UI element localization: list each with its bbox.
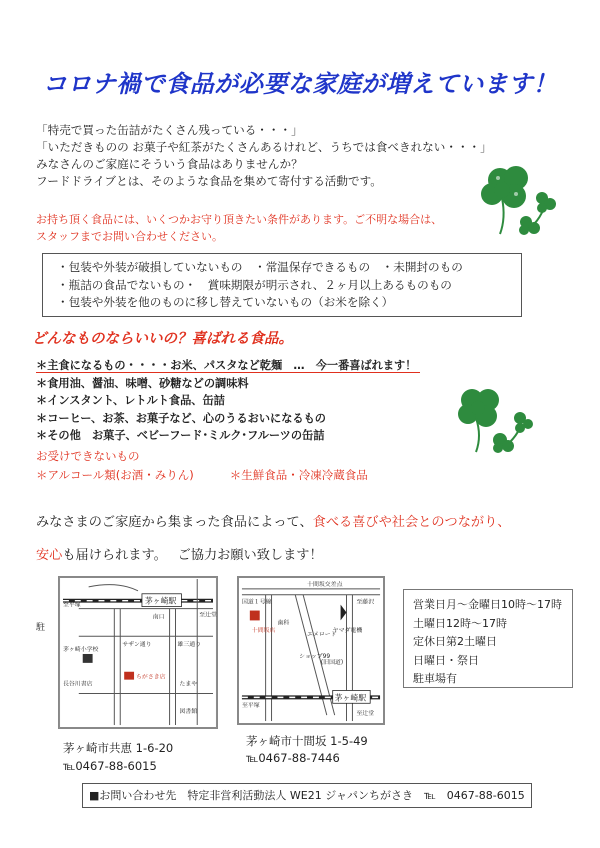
map-label: サザン通り bbox=[122, 642, 152, 649]
hours-line: 日曜日・祭日 bbox=[413, 653, 479, 667]
map-label: 図書館 bbox=[179, 709, 198, 716]
shop-marker-icon bbox=[124, 672, 134, 680]
map-label: エメロード bbox=[307, 632, 337, 639]
page-title: コロナ禍で食品が必要な家庭が増えています！ bbox=[42, 70, 558, 98]
requirement-item: ・瓶詰の食品でないもの・ 賞味期限が明示され、２ヶ月以上あるものもの bbox=[57, 277, 452, 292]
not-accepted-section bbox=[36, 447, 368, 485]
welcome-item: ＊コーヒー、お茶、お菓子など、心のうるおいになるもの bbox=[36, 411, 326, 425]
intro-text bbox=[36, 122, 492, 190]
intro-line: 「いただきものの お菓子や紅茶がたくさんあるけれど、うちでは食べきれない・・・」 bbox=[36, 140, 492, 154]
shop-marker-icon bbox=[250, 611, 260, 621]
map-label: 南口 bbox=[152, 614, 165, 621]
closing-line-2 bbox=[36, 544, 323, 563]
map-label: 至平塚 bbox=[62, 602, 81, 609]
map-label: ちがさき店 bbox=[136, 674, 166, 681]
map-label: 至平塚 bbox=[241, 703, 260, 710]
map-label: 雄三通り bbox=[177, 642, 202, 649]
map-kyoei bbox=[58, 576, 218, 729]
clover-icon bbox=[448, 380, 538, 460]
not-accepted-item: ＊生鮮食品・冷凍冷蔵食品 bbox=[229, 468, 368, 482]
intro-line: 「特売で買った缶詰がたくさん残っている・・・」 bbox=[36, 123, 303, 137]
conditions-line: スタッフまでお問い合わせください。 bbox=[36, 230, 223, 243]
not-accepted-item: ＊アルコール類(お酒・みりん) bbox=[36, 468, 194, 482]
map-label: 長谷川書店 bbox=[62, 681, 93, 688]
map-label: ヤマダ電機 bbox=[332, 628, 363, 635]
requirements-box bbox=[42, 253, 522, 317]
station-label: 茅ヶ崎駅 bbox=[334, 693, 367, 703]
business-hours-box bbox=[403, 589, 573, 688]
closing-text: も届けられます。 ご協力お願い致します！ bbox=[62, 548, 323, 563]
conditions-line: お持ち頂く食品には、いくつかお守り頂きたい条件があります。ご不明な場合は、 bbox=[36, 213, 443, 226]
requirement-item: ・包装や外装を他のものに移し替えていないもの（お米を除く） bbox=[57, 295, 394, 309]
hours-line: 営業日月～金曜日10時～17時 bbox=[413, 598, 562, 611]
hours-line: 土曜日12時～17時 bbox=[413, 616, 507, 630]
closing-line-1 bbox=[36, 511, 510, 530]
map-label: 十間坂交差点 bbox=[307, 581, 343, 588]
map-label: 歯科 bbox=[277, 620, 290, 627]
hours-line: 定休日第2土曜日 bbox=[413, 635, 497, 648]
welcome-item: ＊インスタント、レトルト食品、缶詰 bbox=[36, 394, 225, 407]
hours-line: 駐車場有 bbox=[413, 672, 457, 685]
address-jikkenzaka: 茅ヶ崎市十間坂 1-5-49 bbox=[246, 734, 368, 748]
closing-text: みなさまのご家庭から集まった食品によって、 bbox=[36, 515, 313, 530]
address-kyoei: 茅ヶ崎市共恵 1-6-20 bbox=[63, 741, 174, 755]
school-icon bbox=[83, 654, 93, 663]
not-accepted-heading: お受けできないもの bbox=[36, 449, 140, 463]
welcome-item: ＊食用油、醤油、味噌、砂糖などの調味料 bbox=[36, 376, 249, 390]
map-label: 国道１号線 bbox=[241, 599, 272, 606]
intro-line: みなさんのご家庭にそういう食品はありませんか？ bbox=[36, 157, 303, 171]
clover-icon bbox=[470, 158, 560, 240]
welcome-list bbox=[36, 357, 420, 445]
tel-jikkenzaka: ℡0467-88-7446 bbox=[246, 751, 340, 765]
closing-highlight: 食べる喜びや社会とのつながり、 bbox=[312, 515, 511, 530]
welcome-item: ＊その他 お菓子、ベビーフード･ミルク･フルーツの缶詰 bbox=[36, 429, 325, 442]
closing-highlight: 安心 bbox=[36, 548, 63, 563]
contact-footer: ■お問い合わせ先 特定非営利活動法人 WE21 ジャパンちがさき ℡ 0467-88-6015 bbox=[82, 783, 532, 808]
intro-line: フードドライブとは、そのような食品を集めて寄付する活動です。 bbox=[36, 174, 382, 188]
parking-label: 駐 bbox=[36, 623, 46, 633]
map-label: ショップ99 bbox=[299, 653, 331, 660]
conditions-note bbox=[36, 211, 466, 245]
map-label: 至辻堂 bbox=[199, 612, 217, 619]
tel-kyoei: ℡0467-88-6015 bbox=[63, 759, 157, 773]
map-label: 至辻堂 bbox=[356, 711, 375, 718]
requirement-item: ・包装や外装が破損していないもの ・常温保存できるもの ・未開封のもの bbox=[57, 260, 463, 274]
map-label: 至藤沢 bbox=[356, 599, 375, 606]
station-label: 茅ヶ崎駅 bbox=[144, 596, 177, 606]
map-jikkenzaka bbox=[237, 576, 385, 725]
map-label: たまや bbox=[179, 681, 198, 688]
welcome-item: ＊主食になるもの・・・・お米、パスタなど乾麺 … 今一番喜ばれます！ bbox=[36, 359, 420, 373]
welcome-heading: どんなものならいいの？喜ばれる食品。 bbox=[32, 331, 293, 347]
map-label: 十間坂店 bbox=[251, 628, 276, 635]
map-label: 茅ヶ崎小学校 bbox=[62, 647, 99, 654]
map-label: (旧国道) bbox=[320, 659, 344, 666]
